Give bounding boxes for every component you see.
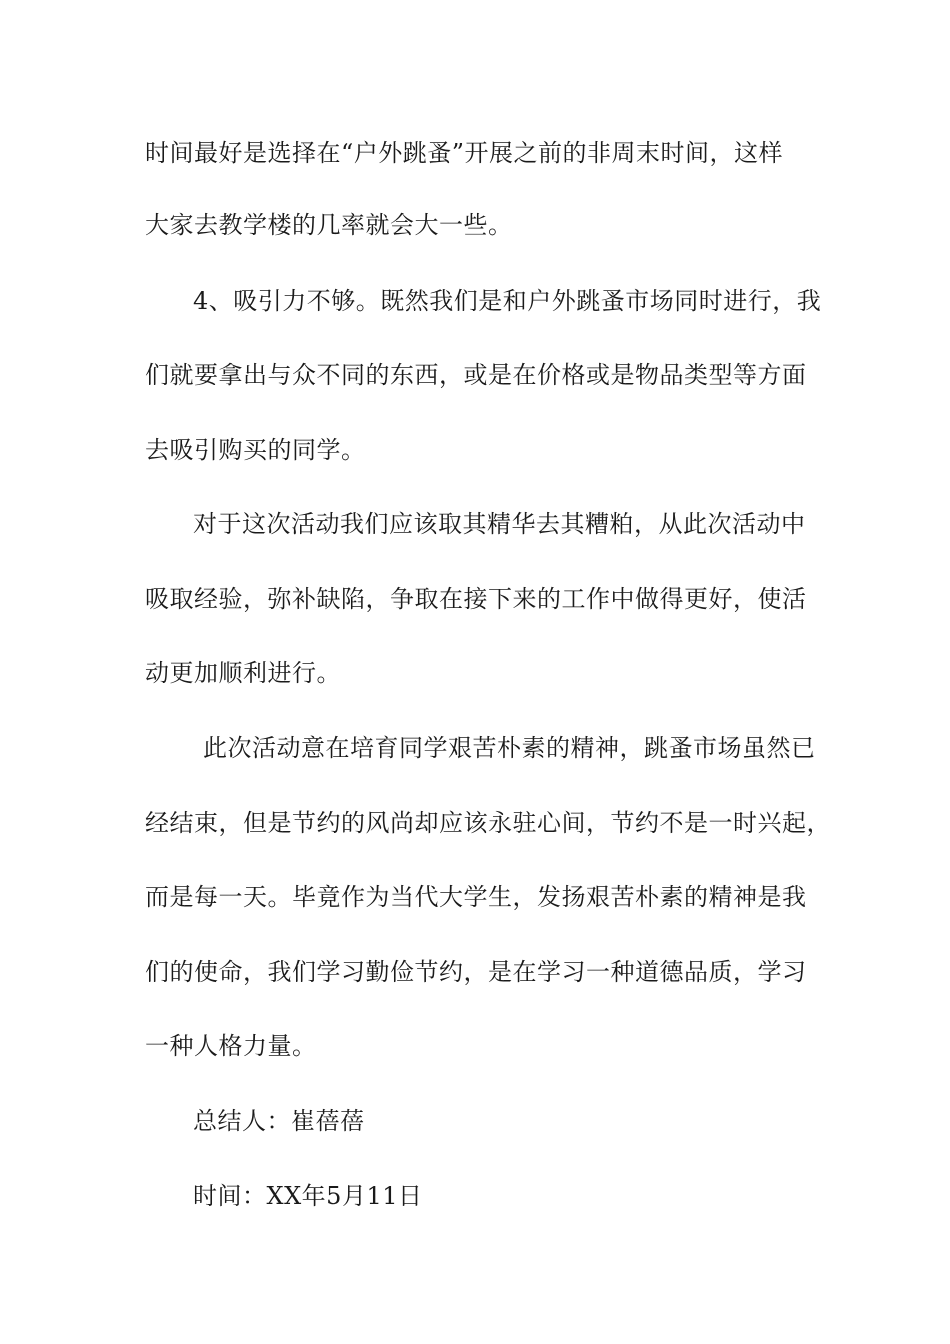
paragraph-3-line-3: 动更加顺利进行。 — [145, 659, 341, 687]
paragraph-2-line-2: 们就要拿出与众不同的东西，或是在价格或是物品类型等方面 — [145, 361, 807, 389]
paragraph-1-line-2: 大家去教学楼的几率就会大一些。 — [145, 211, 513, 239]
paragraph-3-line-2: 吸取经验，弥补缺陷，争取在接下来的工作中做得更好，使活 — [145, 585, 807, 613]
paragraph-4-line-1: 此次活动意在培育同学艰苦朴素的精神，跳蚤市场虽然已 — [203, 734, 816, 762]
signature-line: 总结人：崔蓓蓓 — [193, 1107, 365, 1135]
paragraph-4-line-5: 一种人格力量。 — [145, 1032, 317, 1060]
paragraph-4-line-4: 们的使命，我们学习勤俭节约，是在学习一种道德品质，学习 — [145, 958, 807, 986]
date-line: 时间：XX年5月11日 — [193, 1182, 423, 1210]
paragraph-4-line-3: 而是每一天。毕竟作为当代大学生，发扬艰苦朴素的精神是我 — [145, 883, 807, 911]
paragraph-4-line-2: 经结束，但是节约的风尚却应该永驻心间，节约不是一时兴起， — [145, 809, 831, 837]
paragraph-3-line-1: 对于这次活动我们应该取其精华去其糟粕，从此次活动中 — [193, 510, 806, 538]
paragraph-2-line-1: 4、吸引力不够。既然我们是和户外跳蚤市场同时进行，我 — [193, 287, 822, 315]
paragraph-1-line-1: 时间最好是选择在“户外跳蚤”开展之前的非周末时间，这样 — [145, 139, 784, 167]
paragraph-2-line-3: 去吸引购买的同学。 — [145, 436, 366, 464]
